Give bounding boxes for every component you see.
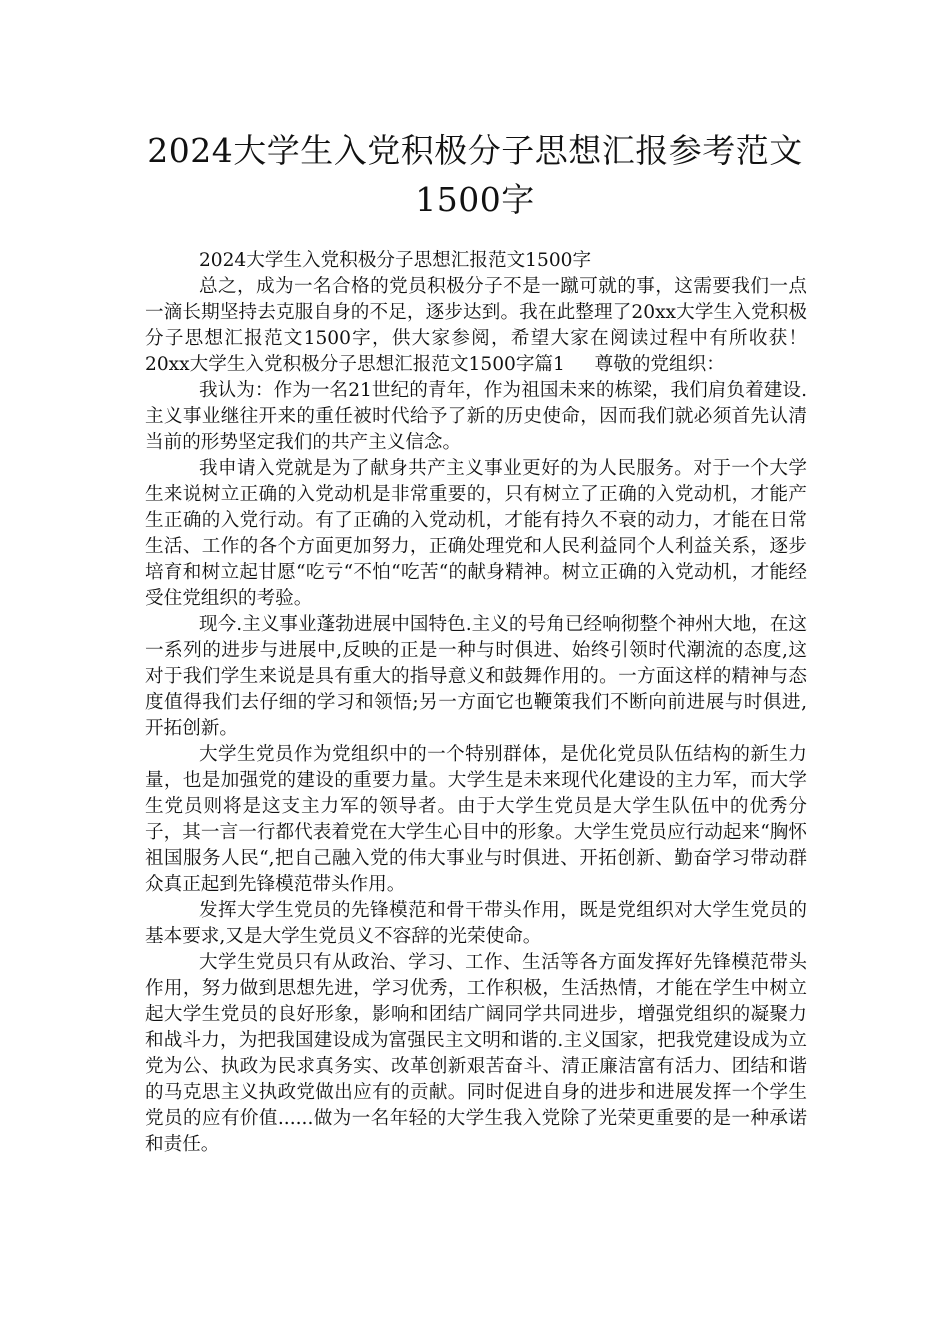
document-body — [145, 248, 807, 1158]
body-paragraph-4: 大学生党员作为党组织中的一个特别群体，是优化党员队伍结构的新生力量，也是加强党的建设的重要力量。大学生是未来现代化建设的主力军，而大学生党员则将是这支主力军的领导者。由于大学生党员是大学生队伍中的优秀分子，其一言一行都代表着党在大学生心目中的形象。大学生党员应行动起来“胸怀祖国服务人民“,把自己融入党的伟大事业与时俱进、开拓创新、勤奋学习带动群众真正起到先锋模范带头作用。 — [145, 744, 807, 895]
salutation: 尊敬的党组织： — [594, 354, 725, 375]
body-paragraph-3: 现今.主义事业蓬勃进展中国特色.主义的号角已经响彻整个神州大地，在这一系列的进步与进展中,反映的正是一种与时俱进、始终引领时代潮流的态度,这对于我们学生来说是具有重大的指导意义和鼓舞作用的。一方面这样的精神与态度值得我们去仔细的学习和领悟;另一方面它也鞭策我们不断向前进展与时俱进,开拓创新。 — [145, 614, 807, 739]
document-title: 2024大学生入党积极分子思想汇报参考范文1500字 — [147, 131, 803, 219]
body-paragraph-1: 我认为：作为一名21世纪的青年，作为祖国未来的栋梁，我们肩负着建设.主义事业继往开来的重任被时代给予了新的历史使命，因而我们就必须首先认清当前的形势坚定我们的共产主义信念。 — [145, 380, 807, 453]
intro-paragraph — [145, 274, 807, 378]
intro-text: 总之，成为一名合格的党员积极分子不是一蹴可就的事，这需要我们一点一滴长期坚持去克服自身的不足，逐步达到。我在此整理了20xx大学生入党积极分子思想汇报范文1500字，供大家参阅，希望大家在阅读过程中有所收获！20xx大学生入党积极分子思想汇报范文1500字篇1 — [145, 276, 807, 375]
body-paragraph-6: 大学生党员只有从政治、学习、工作、生活等各方面发挥好先锋模范带头作用，努力做到思想先进，学习优秀，工作积极，生活热情，才能在学生中树立起大学生党员的良好形象，影响和团结广阔同学共同进步，增强党组织的凝聚力和战斗力，为把我国建设成为富强民主文明和谐的.主义国家，把我党建设成为立党为公、执政为民求真务实、改革创新艰苦奋斗、清正廉洁富有活力、团结和谐的马克思主义执政党做出应有的贡献。同时促进自身的进步和进展发挥一个学生党员的应有价值......做为一名年轻的大学生我入党除了光荣更重要的是一种承诺和责任。 — [145, 952, 807, 1155]
body-paragraph-2: 我申请入党就是为了献身共产主义事业更好的为人民服务。对于一个大学生来说树立正确的入党动机是非常重要的，只有树立了正确的入党动机，才能产生正确的入党行动。有了正确的入党动机，才能有持久不衰的动力，才能在日常生活、工作的各个方面更加努力，正确处理党和人民利益同个人利益关系，逐步培育和树立起甘愿“吃亏“不怕“吃苦“的献身精神。树立正确的入党动机，才能经受住党组织的考验。 — [145, 458, 807, 609]
body-paragraph-5: 发挥大学生党员的先锋模范和骨干带头作用，既是党组织对大学生党员的基本要求,又是大学生党员义不容辞的光荣使命。 — [145, 900, 807, 947]
document-subtitle: 2024大学生入党积极分子思想汇报范文1500字 — [198, 250, 592, 271]
